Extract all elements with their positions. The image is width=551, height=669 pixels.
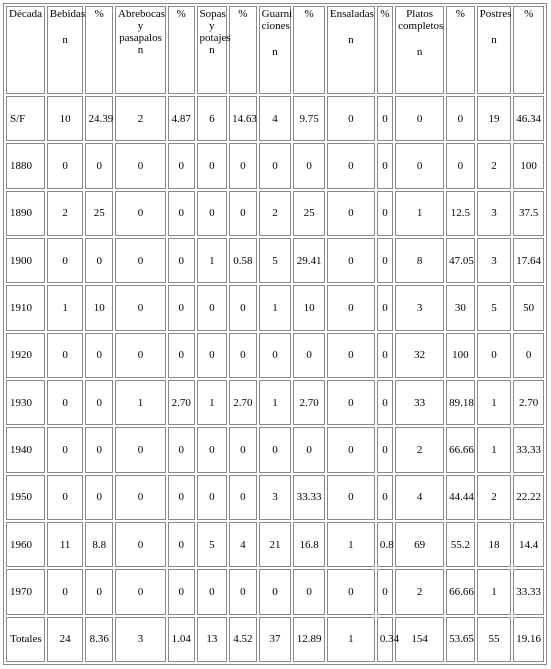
table-cell: 0 bbox=[47, 143, 84, 188]
table-cell: 0 bbox=[115, 191, 166, 236]
header-cell-pct: % bbox=[446, 6, 475, 94]
table-cell: 0 bbox=[259, 333, 292, 378]
table-cell: 0 bbox=[327, 475, 375, 520]
table-cell: 0 bbox=[259, 143, 292, 188]
table-cell: 0.34 bbox=[377, 617, 393, 662]
row-label-cell: 1940 bbox=[6, 427, 45, 472]
header-cell-pct: % bbox=[513, 6, 544, 94]
header-cell-guarniciones: Guarni ciones n bbox=[259, 6, 292, 94]
header-cell-pct: % bbox=[85, 6, 113, 94]
table-cell: 0 bbox=[168, 143, 195, 188]
table-cell: 16.8 bbox=[293, 522, 325, 567]
table-cell: 1 bbox=[327, 617, 375, 662]
row-label-cell: 1960 bbox=[6, 522, 45, 567]
table-cell: 0 bbox=[168, 475, 195, 520]
table-cell: 12.89 bbox=[293, 617, 325, 662]
table-cell: 89.18 bbox=[446, 380, 475, 425]
table-cell: 33 bbox=[395, 380, 444, 425]
table-cell: 4 bbox=[395, 475, 444, 520]
table-cell: 0 bbox=[229, 191, 257, 236]
header-cell-postres: Postres n bbox=[477, 6, 512, 94]
table-cell: 1 bbox=[477, 569, 512, 614]
header-cell-pct: % bbox=[293, 6, 325, 94]
table-cell: 0 bbox=[259, 569, 292, 614]
table-cell: 47.05 bbox=[446, 238, 475, 283]
header-cell-pct: % bbox=[168, 6, 195, 94]
header-cell-pct: % bbox=[377, 6, 393, 94]
table-cell: 0 bbox=[115, 333, 166, 378]
row-label-cell: 1950 bbox=[6, 475, 45, 520]
table-cell: 0 bbox=[327, 285, 375, 330]
table-cell: 4.52 bbox=[229, 617, 257, 662]
table-cell: 0 bbox=[229, 427, 257, 472]
table-cell: 8.8 bbox=[85, 522, 113, 567]
table-cell: 9.75 bbox=[293, 96, 325, 141]
table-cell: 0 bbox=[395, 96, 444, 141]
header-cell-pct: % bbox=[229, 6, 257, 94]
table-cell: 10 bbox=[47, 96, 84, 141]
table-cell: 0 bbox=[47, 475, 84, 520]
table-cell: 3 bbox=[115, 617, 166, 662]
table-cell: 1 bbox=[259, 380, 292, 425]
table-cell: 30 bbox=[446, 285, 475, 330]
row-label-cell: S/F bbox=[6, 96, 45, 141]
row-label-cell: 1890 bbox=[6, 191, 45, 236]
table-cell: 154 bbox=[395, 617, 444, 662]
table-cell: 55.2 bbox=[446, 522, 475, 567]
table-cell: 5 bbox=[259, 238, 292, 283]
table-cell: 0 bbox=[168, 285, 195, 330]
table-cell: 2 bbox=[47, 191, 84, 236]
table-cell: 0 bbox=[327, 569, 375, 614]
table-cell: 100 bbox=[513, 143, 544, 188]
table-cell: 14.4 bbox=[513, 522, 544, 567]
table-row bbox=[6, 617, 544, 662]
table-cell: 0 bbox=[85, 143, 113, 188]
table-cell: 66.66 bbox=[446, 427, 475, 472]
table-cell: 0 bbox=[115, 285, 166, 330]
table-cell: 3 bbox=[477, 191, 512, 236]
table-cell: 14.63 bbox=[229, 96, 257, 141]
table-cell: 0 bbox=[229, 569, 257, 614]
table-cell: 1 bbox=[327, 522, 375, 567]
header-cell-platos: Platos completos n bbox=[395, 6, 444, 94]
table-row bbox=[6, 569, 544, 614]
table-cell: 0 bbox=[293, 427, 325, 472]
table-cell: 0 bbox=[168, 191, 195, 236]
table-cell: 0 bbox=[229, 143, 257, 188]
table-row bbox=[6, 191, 544, 236]
header-cell-decada: Década bbox=[6, 6, 45, 94]
table-cell: 2.70 bbox=[168, 380, 195, 425]
table-row bbox=[6, 522, 544, 567]
header-cell-sopas: Sopas y potajes n bbox=[197, 6, 228, 94]
table-cell: 4 bbox=[229, 522, 257, 567]
table-cell: 0 bbox=[377, 191, 393, 236]
table-cell: 21 bbox=[259, 522, 292, 567]
table-cell: 0 bbox=[168, 569, 195, 614]
table-cell: 0 bbox=[229, 285, 257, 330]
table-cell: 0 bbox=[168, 522, 195, 567]
table-cell: 1 bbox=[115, 380, 166, 425]
table-cell: 0 bbox=[327, 427, 375, 472]
table-cell: 3 bbox=[259, 475, 292, 520]
table-cell: 13 bbox=[197, 617, 228, 662]
table-cell: 0 bbox=[47, 238, 84, 283]
table-cell: 37 bbox=[259, 617, 292, 662]
table-row bbox=[6, 333, 544, 378]
table-cell: 0 bbox=[327, 333, 375, 378]
table-cell: 5 bbox=[477, 285, 512, 330]
table-cell: 0 bbox=[197, 333, 228, 378]
row-label-cell: 1910 bbox=[6, 285, 45, 330]
table-cell: 0 bbox=[377, 475, 393, 520]
table-cell: 0 bbox=[85, 380, 113, 425]
header-cell-abrebocas: Abrebocas y pasapalos n bbox=[115, 6, 166, 94]
table-cell: 29.41 bbox=[293, 238, 325, 283]
table-cell: 0 bbox=[377, 569, 393, 614]
table-cell: 1 bbox=[197, 380, 228, 425]
table-cell: 0 bbox=[197, 475, 228, 520]
table-cell: 2 bbox=[477, 475, 512, 520]
table-cell: 0 bbox=[85, 427, 113, 472]
table-cell: 1 bbox=[477, 427, 512, 472]
table-cell: 10 bbox=[293, 285, 325, 330]
table-cell: 32 bbox=[395, 333, 444, 378]
table-row bbox=[6, 96, 544, 141]
table-cell: 0 bbox=[377, 333, 393, 378]
table-cell: 3 bbox=[477, 238, 512, 283]
table-cell: 0.58 bbox=[229, 238, 257, 283]
table-cell: 33.33 bbox=[513, 427, 544, 472]
table-row bbox=[6, 380, 544, 425]
table-cell: 8 bbox=[395, 238, 444, 283]
table-cell: 0 bbox=[327, 238, 375, 283]
table-cell: 1 bbox=[395, 191, 444, 236]
table-cell: 0 bbox=[377, 380, 393, 425]
header-cell-bebidas: Bebidas n bbox=[47, 6, 84, 94]
table-cell: 1.04 bbox=[168, 617, 195, 662]
table-cell: 0 bbox=[47, 333, 84, 378]
table-cell: 2.70 bbox=[513, 380, 544, 425]
table-row bbox=[6, 143, 544, 188]
table-cell: 0 bbox=[327, 143, 375, 188]
table-cell: 22.22 bbox=[513, 475, 544, 520]
table-cell: 2 bbox=[259, 191, 292, 236]
table-cell: 0 bbox=[377, 143, 393, 188]
table-cell: 69 bbox=[395, 522, 444, 567]
table-cell: 0 bbox=[477, 333, 512, 378]
table-cell: 0 bbox=[168, 427, 195, 472]
table-cell: 4.87 bbox=[168, 96, 195, 141]
table-cell: 0 bbox=[115, 143, 166, 188]
data-table bbox=[3, 3, 547, 665]
table-cell: 0 bbox=[197, 569, 228, 614]
table-cell: 5 bbox=[197, 522, 228, 567]
table-cell: 2.70 bbox=[229, 380, 257, 425]
table-cell: 0 bbox=[115, 427, 166, 472]
table-cell: 25 bbox=[293, 191, 325, 236]
table-cell: 8.36 bbox=[85, 617, 113, 662]
table-cell: 6 bbox=[197, 96, 228, 141]
table-cell: 25 bbox=[85, 191, 113, 236]
table-cell: 0 bbox=[197, 285, 228, 330]
table-cell: 0 bbox=[115, 475, 166, 520]
table-cell: 2 bbox=[115, 96, 166, 141]
table-body bbox=[6, 96, 544, 662]
table-cell: 50 bbox=[513, 285, 544, 330]
table-cell: 0 bbox=[377, 427, 393, 472]
table-cell: 0 bbox=[197, 143, 228, 188]
table-cell: 0 bbox=[293, 143, 325, 188]
table-cell: 0 bbox=[197, 427, 228, 472]
table-cell: 24 bbox=[47, 617, 84, 662]
table-cell: 17.64 bbox=[513, 238, 544, 283]
table-cell: 44.44 bbox=[446, 475, 475, 520]
table-cell: 11 bbox=[47, 522, 84, 567]
table-cell: 55 bbox=[477, 617, 512, 662]
table-cell: 0 bbox=[395, 143, 444, 188]
table-cell: 18 bbox=[477, 522, 512, 567]
table-cell: 0 bbox=[115, 569, 166, 614]
table-cell: 0 bbox=[327, 191, 375, 236]
table-row bbox=[6, 285, 544, 330]
table-cell: 0 bbox=[446, 143, 475, 188]
table-row bbox=[6, 427, 544, 472]
table-row bbox=[6, 475, 544, 520]
table-cell: 0 bbox=[168, 238, 195, 283]
table-cell: 1 bbox=[47, 285, 84, 330]
table-cell: 0 bbox=[47, 380, 84, 425]
row-label-cell: Totales bbox=[6, 617, 45, 662]
table-cell: 0 bbox=[259, 427, 292, 472]
row-label-cell: 1900 bbox=[6, 238, 45, 283]
table-cell: 0 bbox=[293, 333, 325, 378]
table-cell: 1 bbox=[259, 285, 292, 330]
table-cell: 1 bbox=[197, 238, 228, 283]
table-cell: 0 bbox=[197, 191, 228, 236]
table-cell: 0 bbox=[47, 427, 84, 472]
row-label-cell: 1930 bbox=[6, 380, 45, 425]
table-cell: 53.65 bbox=[446, 617, 475, 662]
table-cell: 37.5 bbox=[513, 191, 544, 236]
table-cell: 66.66 bbox=[446, 569, 475, 614]
table-cell: 0 bbox=[85, 475, 113, 520]
table-cell: 0 bbox=[446, 96, 475, 141]
row-label-cell: 1920 bbox=[6, 333, 45, 378]
row-label-cell: 1880 bbox=[6, 143, 45, 188]
table-cell: 0 bbox=[229, 475, 257, 520]
table-cell: 33.33 bbox=[293, 475, 325, 520]
table-cell: 46.34 bbox=[513, 96, 544, 141]
table-cell: 4 bbox=[259, 96, 292, 141]
table-cell: 0 bbox=[229, 333, 257, 378]
table-cell: 0 bbox=[327, 96, 375, 141]
table-cell: 0 bbox=[377, 238, 393, 283]
header-row bbox=[6, 6, 544, 94]
table-row bbox=[6, 238, 544, 283]
table-cell: 0 bbox=[85, 333, 113, 378]
row-label-cell: 1970 bbox=[6, 569, 45, 614]
table-cell: 0 bbox=[293, 569, 325, 614]
table-cell: 0 bbox=[327, 380, 375, 425]
table-cell: 2.70 bbox=[293, 380, 325, 425]
table-cell: 0 bbox=[115, 238, 166, 283]
table-cell: 1 bbox=[477, 380, 512, 425]
table-cell: 24.39 bbox=[85, 96, 113, 141]
table-cell: 3 bbox=[395, 285, 444, 330]
table-cell: 19.16 bbox=[513, 617, 544, 662]
table-cell: 33.33 bbox=[513, 569, 544, 614]
table-cell: 10 bbox=[85, 285, 113, 330]
table-cell: 0 bbox=[47, 569, 84, 614]
table-cell: 0 bbox=[377, 285, 393, 330]
table-cell: 100 bbox=[446, 333, 475, 378]
table-cell: 0 bbox=[168, 333, 195, 378]
table-cell: 0.8 bbox=[377, 522, 393, 567]
table-cell: 2 bbox=[395, 569, 444, 614]
table-cell: 0 bbox=[85, 238, 113, 283]
table-cell: 0 bbox=[513, 333, 544, 378]
table-cell: 0 bbox=[115, 522, 166, 567]
header-cell-ensaladas: Ensaladas n bbox=[327, 6, 375, 94]
table-cell: 12.5 bbox=[446, 191, 475, 236]
table-cell: 19 bbox=[477, 96, 512, 141]
table-cell: 0 bbox=[377, 96, 393, 141]
table-cell: 2 bbox=[395, 427, 444, 472]
table-cell: 2 bbox=[477, 143, 512, 188]
table-cell: 0 bbox=[85, 569, 113, 614]
